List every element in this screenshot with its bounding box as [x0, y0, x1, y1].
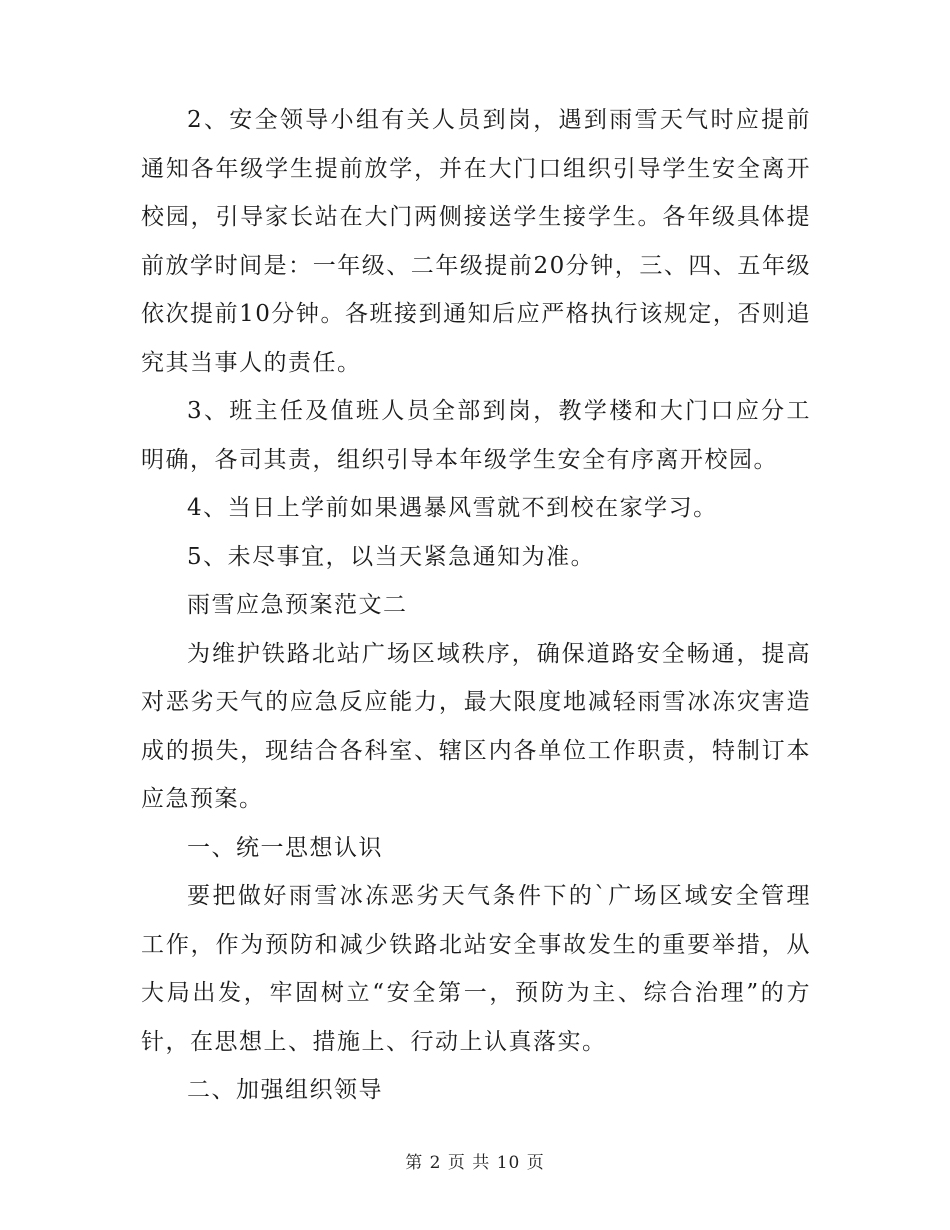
paragraph-item-2: 2、安全领导小组有关人员到岗，遇到雨雪天气时应提前通知各年级学生提前放学，并在大门口组织引导学生安全离开校园，引导家长站在大门两侧接送学生接学生。各年级具体提前放学时间是：一年级、二年级提前20分钟，三、四、五年级依次提前10分钟。各班接到通知后应严格执行该规定，否则追究其当事人的责任。 [141, 107, 811, 376]
heading-one: 一、统一思想认识 [187, 834, 383, 861]
section-title: 雨雪应急预案范文二 [187, 592, 408, 618]
paragraph-item-3: 3、班主任及值班人员全部到岗，教学楼和大门口应分工明确，各司其责，组织引导本年级学生安全有序离开校园。 [141, 398, 811, 473]
heading-two: 二、加强组织领导 [187, 1077, 383, 1103]
document-body [141, 96, 811, 1115]
paragraph-item-4: 4、当日上学前如果遇暴风雪就不到校在家学习。 [187, 495, 718, 521]
intro-paragraph: 为维护铁路北站广场区域秩序，确保道路安全畅通，提高对恶劣天气的应急反应能力，最大限度地减轻雨雪冰冻灾害造成的损失，现结合各科室、辖区内各单位工作职责，特制订本应急预案。 [141, 640, 811, 812]
body-paragraph: 要把做好雨雪冰冻恶劣天气条件下的`广场区域安全管理工作，作为预防和减少铁路北站安全事故发生的重要举措，从大局出发，牢固树立“安全第一，预防为主、综合治理”的方针，在思想上、措施上、行动上认真落实。 [141, 883, 811, 1055]
page-footer: 第 2 页 共 10 页 [405, 1153, 545, 1173]
paragraph-item-5: 5、未尽事宜，以当天紧急通知为准。 [187, 543, 596, 570]
